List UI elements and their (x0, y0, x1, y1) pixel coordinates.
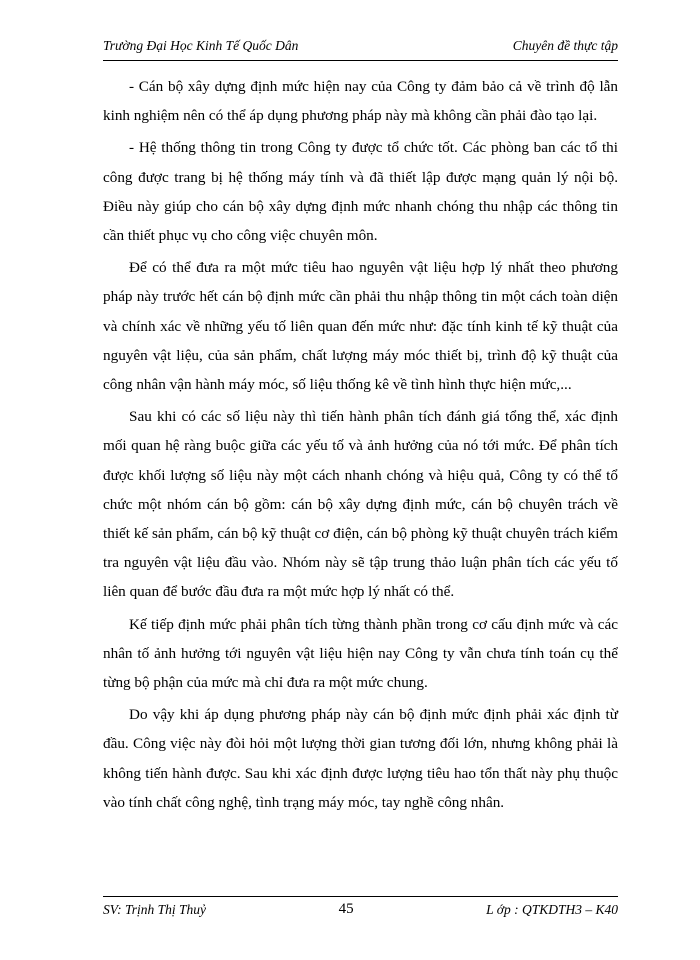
header-doc-type: Chuyên đề thực tập (512, 38, 618, 53)
header-divider (103, 60, 618, 61)
header-university: Trường Đại Học Kinh Tế Quốc Dân (103, 38, 299, 53)
paragraph: Để có thể đưa ra một mức tiêu hao nguyên vật liệu hợp lý nhất theo phương pháp này trước hết cán bộ định mức cần phải thu nhập thông tin một cách toàn diện và chính xác về những yếu tố liên quan đến mức như: đặc tính kinh tế kỹ thuật của nguyên vật liệu, của sản phẩm, chất lượng máy móc thiết bị, trình độ kỹ thuật của công nhân vận hành máy móc, số liệu thống kê về tình hình thực hiện mức,... (103, 259, 618, 394)
body-text (103, 72, 618, 820)
paragraph: Kế tiếp định mức phải phân tích từng thành phần trong cơ cấu định mức và các nhân tố ảnh hưởng tới nguyên vật liệu hiện nay Công ty vẫn chưa tính toán cụ thể từng bộ phận của mức mà chỉ đưa ra một mức chung. (103, 615, 618, 692)
footer-class: L ớp : QTKDTH3 – K40 (486, 901, 618, 917)
page-number: 45 (338, 901, 354, 917)
page-header (103, 38, 618, 57)
paragraph: - Cán bộ xây dựng định mức hiện nay của Công ty đảm bảo cả về trình độ lẫn kinh nghiệm nên có thể áp dụng phương pháp này mà không cần phải đào tạo lại. (103, 78, 618, 125)
footer-divider (103, 896, 618, 897)
paragraph: - Hệ thống thông tin trong Công ty được tổ chức tốt. Các phòng ban các tổ thi công được trang bị hệ thống máy tính và đã thiết lập được mạng quản lý nội bộ. Điều này giúp cho cán bộ xây dựng định mức nhanh chóng thu nhập các thông tin cần thiết phục vụ cho công việc chuyên môn. (103, 139, 618, 245)
page-footer (103, 901, 618, 918)
paragraph: Sau khi có các số liệu này thì tiến hành phân tích đánh giá tổng thể, xác định mối quan hệ ràng buộc giữa các yếu tố và ảnh hưởng của nó tới mức. Để phân tích được khối lượng số liệu này một cách nhanh chóng và hiệu quả, Công ty có thể tổ chức một nhóm cán bộ gồm: cán bộ xây dựng định mức, cán bộ chuyên trách về thiết kế sản phẩm, cán bộ kỹ thuật cơ điện, cán bộ phòng kỹ thuật chuyên trách kiểm tra nguyên vật liệu đầu vào. Nhóm này sẽ tập trung thảo luận phân tích các yếu tố liên quan để bước đầu đưa ra một mức hợp lý nhất có thể. (103, 408, 618, 601)
paragraph: Do vậy khi áp dụng phương pháp này cán bộ định mức định phải xác định từ đầu. Công việc này đòi hỏi một lượng thời gian tương đối lớn, nhưng không phải là không tiến hành được. Sau khi xác định được lượng tiêu hao tổn thất này phụ thuộc vào tính chất công nghệ, tình trạng máy móc, tay nghề công nhân. (103, 706, 618, 811)
footer-student: SV: Trịnh Thị Thuỷ (103, 901, 207, 917)
